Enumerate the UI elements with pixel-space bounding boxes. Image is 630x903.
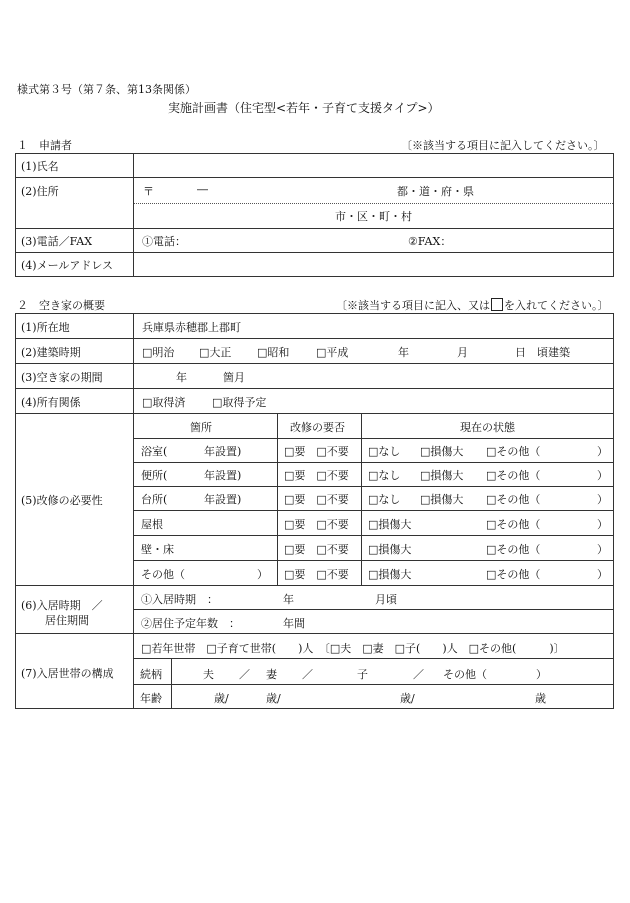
repair-need[interactable]: □要 □不要 [284,445,349,458]
built-option-heisei[interactable]: □平成 [316,346,349,359]
prefecture-suffix: 都・道・府・県 [397,185,474,198]
built-option-meiji[interactable]: □明治 [142,346,175,359]
phone-label: (3)電話／FAX [21,235,93,248]
residence-period: ②居住予定年数 ： [141,617,240,630]
repair-place: 屋根 [141,518,163,531]
document-title: 実施計画書（住宅型<若年・子育て支援タイプ>） [168,101,440,115]
postal-mark: 〒 [143,185,154,198]
relation-close: ） [536,668,547,681]
repair-place: 壁・床 [141,543,174,556]
repair-need[interactable]: □要 □不要 [284,469,349,482]
age-value: 歳/ [400,692,415,705]
vacancy-month: 箇月 [223,371,245,384]
repair-need[interactable]: □要 □不要 [284,568,349,581]
household-types[interactable]: □若年世帯 □子育て世帯( )人 〔□夫 □妻 □子( )人 □その他( )〕 [141,642,565,655]
relation-sep: ／ [413,668,424,681]
move-in-year: 年 [283,593,294,606]
built-label: (2)建築時期 [21,346,81,359]
built-option-showa[interactable]: □昭和 [257,346,290,359]
repair-place: その他（ [141,568,185,581]
repair-installed: 年設置) [204,445,242,458]
relation-label: 続柄 [140,668,162,681]
repair-close: ） [597,568,608,581]
address-label: (2)住所 [21,185,59,198]
repair-header-need: 改修の要否 [290,421,345,434]
fax-field: ②FAX： [408,235,452,248]
repair-state-other[interactable]: □その他（ [486,568,541,581]
built-option-taisho[interactable]: □大正 [199,346,232,359]
city-suffix: 市・区・町・村 [335,210,412,223]
section2-note-before: 〔※該当する項目に記入、又は [336,299,490,312]
section2-note [336,297,609,313]
repair-state-none[interactable]: □なし [368,493,401,506]
repair-state-other[interactable]: □その他（ [486,518,541,531]
repair-state-damaged[interactable]: □損傷大 [420,469,464,482]
move-in-label: (6)入居時期 ／ [21,599,103,612]
repair-place: 浴室( [141,445,168,458]
repair-header-place: 箇所 [190,421,212,434]
section1-heading: １ 申請者 [17,139,72,152]
section2-heading: ２ 空き家の概要 [17,299,105,312]
repair-state-none[interactable]: □なし [368,469,401,482]
repair-label: (5)改修の必要性 [21,494,103,507]
relation-other: その他（ [443,668,487,681]
household-label: (7)入居世帯の構成 [21,667,114,680]
section1-note: 〔※該当する項目に記入してください。〕 [401,139,605,152]
repair-state-damaged[interactable]: □損傷大 [420,493,464,506]
repair-place: 便所( [141,469,168,482]
repair-need[interactable]: □要 □不要 [284,518,349,531]
move-in-period: ①入居時期 ： [141,593,218,606]
relation-sep: ／ [239,668,250,681]
residence-years: 年間 [283,617,305,630]
relation-sep: ／ [302,668,313,681]
repair-close: ） [597,469,608,482]
built-day: 日 頃建築 [515,346,570,359]
repair-state-none[interactable]: □なし [368,445,401,458]
repair-state-damaged[interactable]: □損傷大 [368,568,412,581]
repair-close: ） [597,543,608,556]
repair-state-other[interactable]: □その他（ [486,493,541,506]
vacancy-year: 年 [176,371,187,384]
repair-close: ） [597,493,608,506]
repair-installed: ） [257,568,268,581]
repair-installed: 年設置) [204,493,242,506]
relation-husband: 夫 [203,668,214,681]
ownership-acquired[interactable]: □取得済 [142,396,186,409]
built-year: 年 [398,346,409,359]
built-month: 月 [457,346,468,359]
location-value: 兵庫県赤穂郡上郡町 [142,321,241,334]
repair-need[interactable]: □要 □不要 [284,493,349,506]
relation-wife: 妻 [266,668,277,681]
ownership-label: (4)所有関係 [21,396,81,409]
repair-close: ） [597,518,608,531]
postal-dash: ― [197,183,208,196]
repair-place: 台所( [141,493,168,506]
form-number: 様式第３号（第７条、第13条関係） [17,83,196,96]
age-label: 年齢 [140,692,162,705]
ownership-planned[interactable]: □取得予定 [212,396,267,409]
repair-state-other[interactable]: □その他（ [486,445,541,458]
repair-close: ） [597,445,608,458]
repair-state-damaged[interactable]: □損傷大 [420,445,464,458]
repair-header-state: 現在の状態 [460,421,515,434]
relation-child: 子 [357,668,368,681]
age-value: 歳 [535,692,546,705]
email-label: (4)メールアドレス [21,259,114,272]
repair-state-other[interactable]: □その他（ [486,469,541,482]
phone-field: ①電話： [142,235,186,248]
name-label: (1)氏名 [21,160,59,173]
move-in-month: 月頃 [375,593,397,606]
age-value: 歳/ [214,692,229,705]
repair-state-damaged[interactable]: □損傷大 [368,518,412,531]
repair-state-other[interactable]: □その他（ [486,543,541,556]
repair-installed: 年設置) [204,469,242,482]
repair-state-damaged[interactable]: □損傷大 [368,543,412,556]
repair-need[interactable]: □要 □不要 [284,543,349,556]
residence-label: 居住期間 [45,614,89,627]
section2-note-after: を入れてください。〕 [504,299,609,312]
vacancy-label: (3)空き家の期間 [21,371,103,384]
age-value: 歳/ [266,692,281,705]
location-label: (1)所在地 [21,321,70,334]
check-box-icon [491,298,503,311]
